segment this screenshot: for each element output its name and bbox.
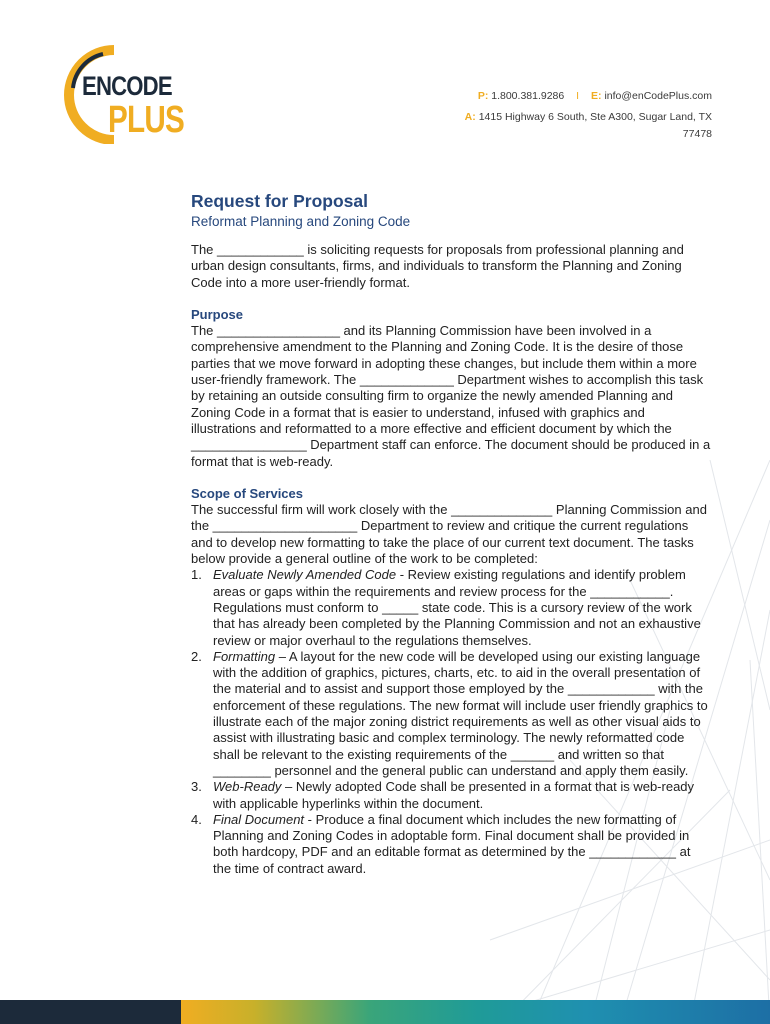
task-name: Formatting xyxy=(213,648,276,664)
purpose-heading: Purpose xyxy=(191,306,244,322)
list-item xyxy=(191,812,711,877)
zip-code: 77478 xyxy=(682,128,712,140)
contact-line-address xyxy=(465,109,712,126)
task-name: Final Document xyxy=(213,811,305,827)
address-label: A: xyxy=(464,111,476,123)
task-description: – A layout for the new code will be developed using our existing language with the addition of graphics, pictures, charts, etc. to aid in the overall presentation of the material and to assist and support those employed by the ____________ with the enforcement of these regulations. The new format will include user friendly graphics to illustrate each of the major zoning district requirements as well as other visual aids to assist with illustrating basic and complex terminology. The newly reformatted code shall be relevant to the existing requirements of the ______ and written so that ________ personnel and the general public can understand and apply them easily. xyxy=(213,648,708,778)
list-item xyxy=(191,779,711,812)
logo-text-encode: ENCODE xyxy=(82,71,172,101)
list-item xyxy=(191,567,711,648)
intro-paragraph: The ____________ is soliciting requests for proposals from professional planning and urban design consultants, firms, and individuals to transform the Planning and Zoning Code into a more user-friendly format. xyxy=(191,242,684,290)
document-body xyxy=(191,189,711,877)
purpose-paragraph: The _________________ and its Planning Commission have been involved in a comprehensive amendment to the Planning and Zoning Code. It is the desire of those parties that we move forward in adopting these changes, but include them within a more user-friendly framework. The _____________ Department wishes to accomplish this task by retaining an outside consulting firm to organize the newly amended Planning and Zoning Code in a format that is easier to understand, infused with graphics and illustrations and reformatted to a more effective and efficient document by which the ________________ Department staff can enforce. The document should be produced in a format that is web-ready. xyxy=(191,323,711,469)
street-address: 1415 Highway 6 South, Ste A300, Sugar Land, TX xyxy=(478,111,712,123)
task-list xyxy=(191,567,711,877)
encode-plus-logo xyxy=(60,44,190,144)
scope-paragraph: The successful firm will work closely with the ______________ Planning Commission and the ____________________ Department to review and critique the current regulations and to develop new formatting to take the place of our current text document. The tasks below provide a general outline of the work to be completed: xyxy=(191,502,707,567)
list-item xyxy=(191,649,711,779)
email-label: E: xyxy=(591,90,602,102)
task-description: - Produce a final document which includes the new formatting of Planning and Zoning Codes in adoptable form. Final document shall be provided in both hardcopy, PDF and an editable format as determined by the ____________ at the time of contract award. xyxy=(213,811,691,876)
task-number: 1. xyxy=(191,567,202,583)
task-name: Evaluate Newly Amended Code xyxy=(213,567,397,583)
document-subtitle: Reformat Planning and Zoning Code xyxy=(191,214,411,229)
phone-number[interactable]: 1.800.381.9286 xyxy=(491,90,565,102)
scope-heading: Scope of Services xyxy=(191,485,303,501)
task-number: 4. xyxy=(191,811,202,827)
contact-line-phone-email xyxy=(465,88,712,105)
logo-text-plus: PLUS xyxy=(108,99,184,141)
email-address[interactable]: info@enCodePlus.com xyxy=(604,90,712,102)
task-name: Web-Ready xyxy=(213,779,282,795)
contact-info xyxy=(465,88,712,143)
task-number: 2. xyxy=(191,648,202,664)
footer-color-bar xyxy=(0,1000,770,1024)
task-number: 3. xyxy=(191,779,202,795)
document-title: Request for Proposal xyxy=(191,191,368,211)
task-description: – Newly adopted Code shall be presented in a format that is web-ready with applicable hyperlinks within the document. xyxy=(213,779,695,811)
phone-label: P: xyxy=(477,90,489,102)
task-description: - Review existing regulations and identify problem areas or gaps within the requirements and review process for the ___________. Regulations must conform to _____ state code. This is a cursory review of the work that has already been completed by the Planning Commission and not an exhaustive review or major overhaul to the regulations themselves. xyxy=(213,567,701,648)
contact-separator: I xyxy=(576,90,580,102)
